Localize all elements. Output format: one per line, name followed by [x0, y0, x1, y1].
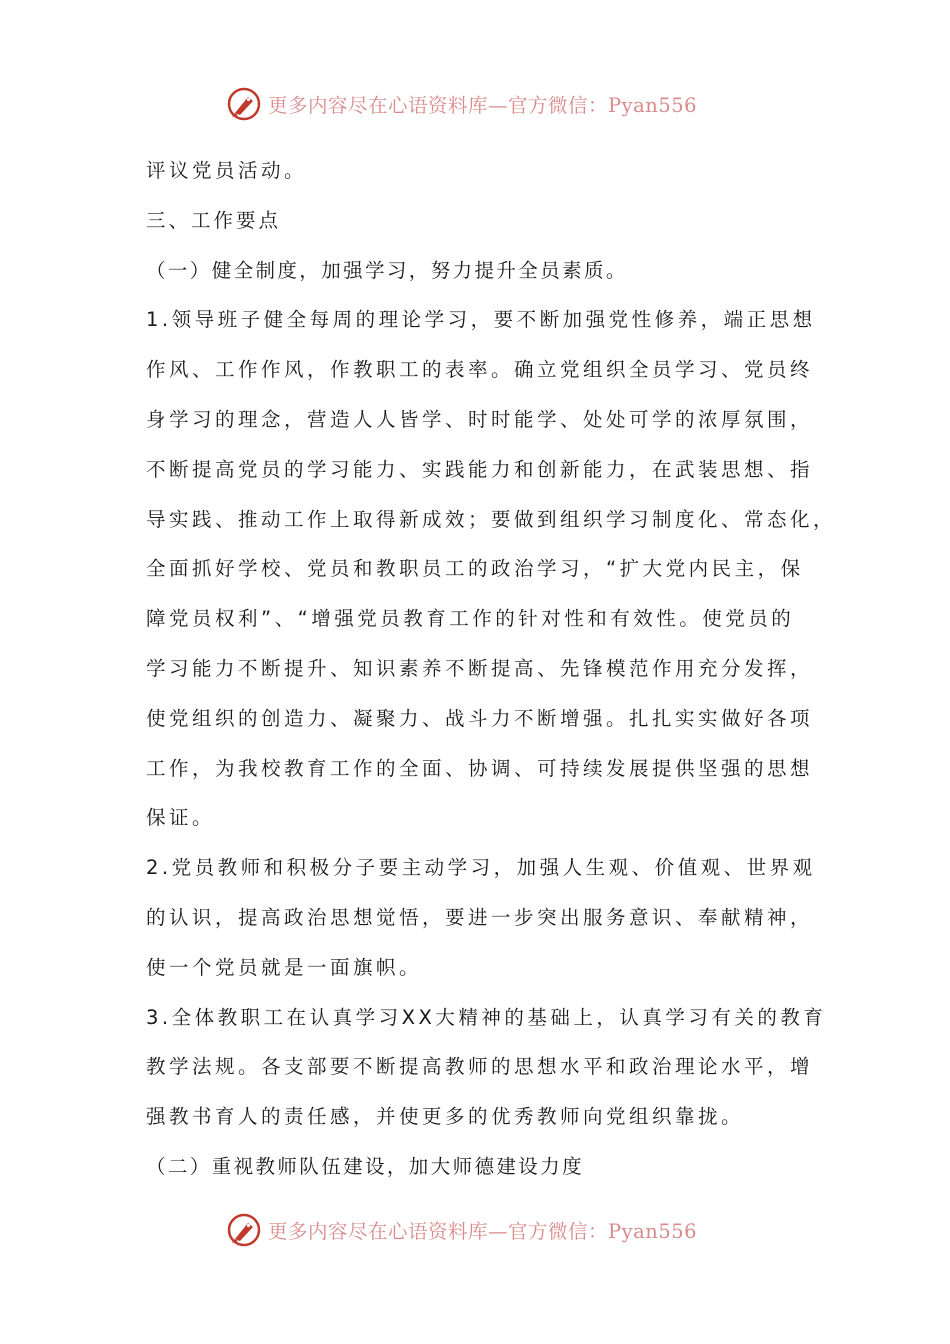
- text-line: 保证。: [146, 806, 216, 830]
- document-body: [146, 146, 837, 1192]
- pen-nib-logo-icon: [226, 1212, 262, 1248]
- text-line: 工作，为我校教育工作的全面、协调、可持续发展提供坚强的思想: [146, 756, 814, 780]
- pen-nib-logo-icon: [226, 86, 262, 122]
- section-heading: 三、工作要点: [146, 208, 282, 232]
- subsection-heading: （二）重视教师队伍建设，加大师德建设力度: [146, 1154, 585, 1178]
- watermark-text: 更多内容尽在心语资料库—官方微信：Pyan556: [268, 94, 698, 117]
- text-line: 强教书育人的责任感，并使更多的优秀教师向党组织靠拢。: [146, 1105, 745, 1129]
- text-line: 障党员权利”、“增强党员教育工作的针对性和有效性。使党员的: [146, 607, 795, 631]
- header-watermark-banner: [226, 84, 697, 124]
- text-line: 3.全体教职工在认真学习XX大精神的基础上，认真学习有关的教育: [146, 1005, 827, 1029]
- text-line: 使一个党员就是一面旗帜。: [146, 955, 423, 979]
- text-line: 评议党员活动。: [146, 159, 308, 182]
- text-line: 1.领导班子健全每周的理论学习，要不断加强党性修养，端正思想: [146, 308, 816, 332]
- text-line: 的认识，提高政治思想觉悟，要进一步突出服务意识、奉献精神，: [146, 905, 814, 929]
- text-line: 身学习的理念，营造人人皆学、时时能学、处处可学的浓厚氛围，: [146, 407, 814, 431]
- subsection-heading: （一）健全制度，加强学习，努力提升全员素质。: [146, 258, 628, 282]
- text-line: 使党组织的创造力、凝聚力、战斗力不断增强。扎扎实实做好各项: [146, 706, 814, 730]
- text-line: 全面抓好学校、党员和教职员工的政治学习，“扩大党内民主，保: [146, 557, 804, 581]
- text-line: 不断提高党员的学习能力、实践能力和创新能力，在武装思想、指: [146, 457, 814, 481]
- text-line: 学习能力不断提升、知识素养不断提高、先锋模范作用充分发挥，: [146, 656, 814, 680]
- text-line: 2.党员教师和积极分子要主动学习，加强人生观、价值观、世界观: [146, 856, 816, 880]
- footer-watermark-banner: [226, 1210, 697, 1250]
- text-line: 导实践、推动工作上取得新成效；要做到组织学习制度化、常态化，: [146, 507, 837, 531]
- text-line: 教学法规。各支部要不断提高教师的思想水平和政治理论水平，增: [146, 1055, 814, 1079]
- text-line: 作风、工作作风，作教职工的表率。确立党组织全员学习、党员终: [146, 358, 814, 382]
- watermark-text: 更多内容尽在心语资料库—官方微信：Pyan556: [268, 1220, 698, 1243]
